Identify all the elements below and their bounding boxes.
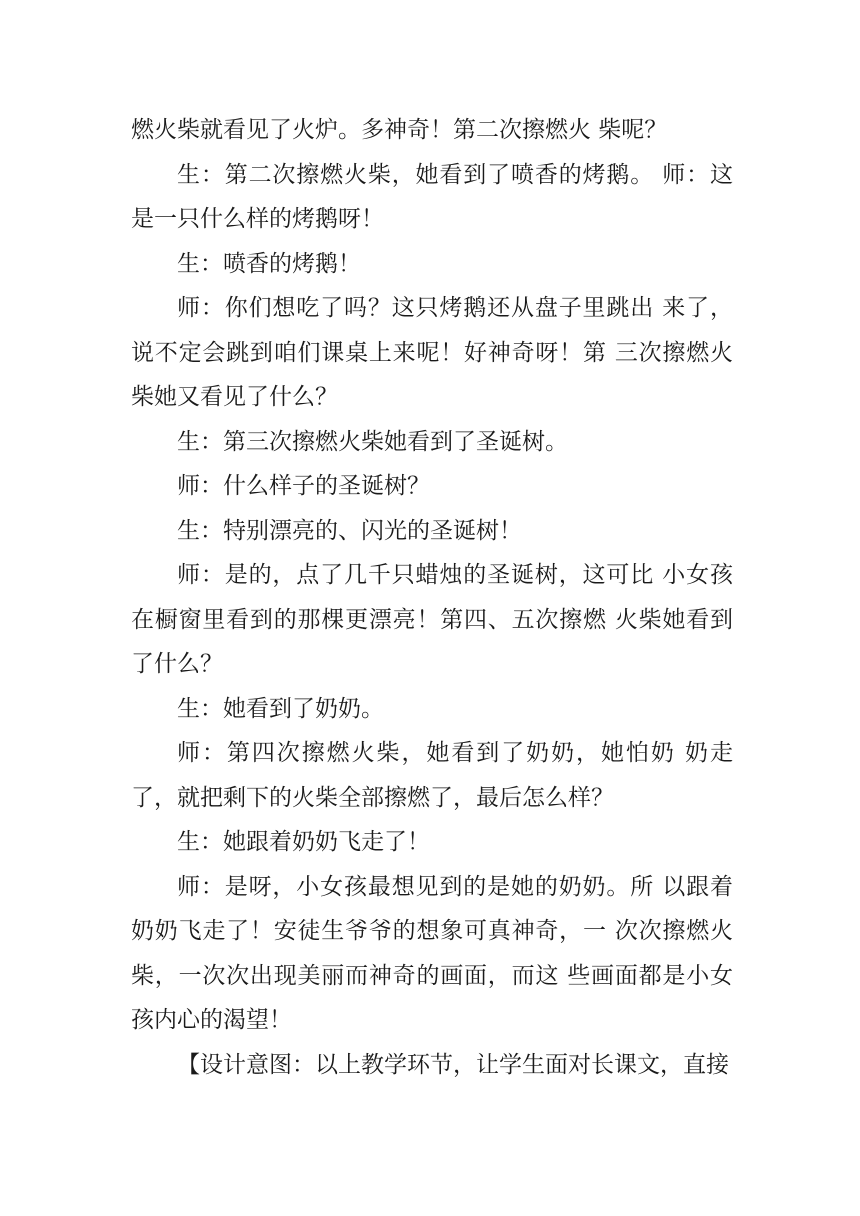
paragraph: 生：喷香的烤鹅！ [177, 250, 361, 277]
paragraph: 生：特别漂亮的、闪光的圣诞树！ [177, 517, 522, 544]
paragraph: 生：第二次擦燃火柴，她看到了喷香的烤鹅。 师：这是一只什么样的烤鹅呀！ [131, 161, 733, 232]
paragraph: 师：是的，点了几千只蜡烛的圣诞树，这可比 小女孩在橱窗里看到的那棵更漂亮！第四、五次擦燃 火柴她看到了什么？ [131, 562, 733, 677]
paragraph: 师：第四次擦燃火柴，她看到了奶奶，她怕奶 奶走了，就把剩下的火柴全部擦燃了，最后怎么样？ [131, 740, 733, 811]
paragraph: 生：第三次擦燃火柴她看到了圣诞树。 [177, 428, 568, 455]
paragraph: 生：她看到了奶奶。 [177, 695, 384, 722]
paragraph: 师：你们想吃了吗？这只烤鹅还从盘子里跳出 来了，说不定会跳到咱们课桌上来呢！好神奇呀！第 三次擦燃火柴她又看见了什么？ [131, 295, 733, 410]
paragraph: 燃火柴就看见了火炉。多神奇！第二次擦燃火 柴呢？ [131, 117, 668, 143]
paragraph: 【设计意图：以上教学环节，让学生面对长课文，直接 [177, 1051, 729, 1078]
document-body [131, 108, 733, 1087]
paragraph: 生：她跟着奶奶飞走了！ [177, 829, 430, 855]
paragraph: 师：什么样子的圣诞树？ [177, 473, 430, 499]
paragraph: 师：是呀，小女孩最想见到的是她的奶奶。所 以跟着奶奶飞走了！安徒生爷爷的想象可真神奇，一 次次擦燃火柴，一次次出现美丽而神奇的画面，而这 些画面都是小女孩内心的渴望！ [131, 873, 733, 1033]
